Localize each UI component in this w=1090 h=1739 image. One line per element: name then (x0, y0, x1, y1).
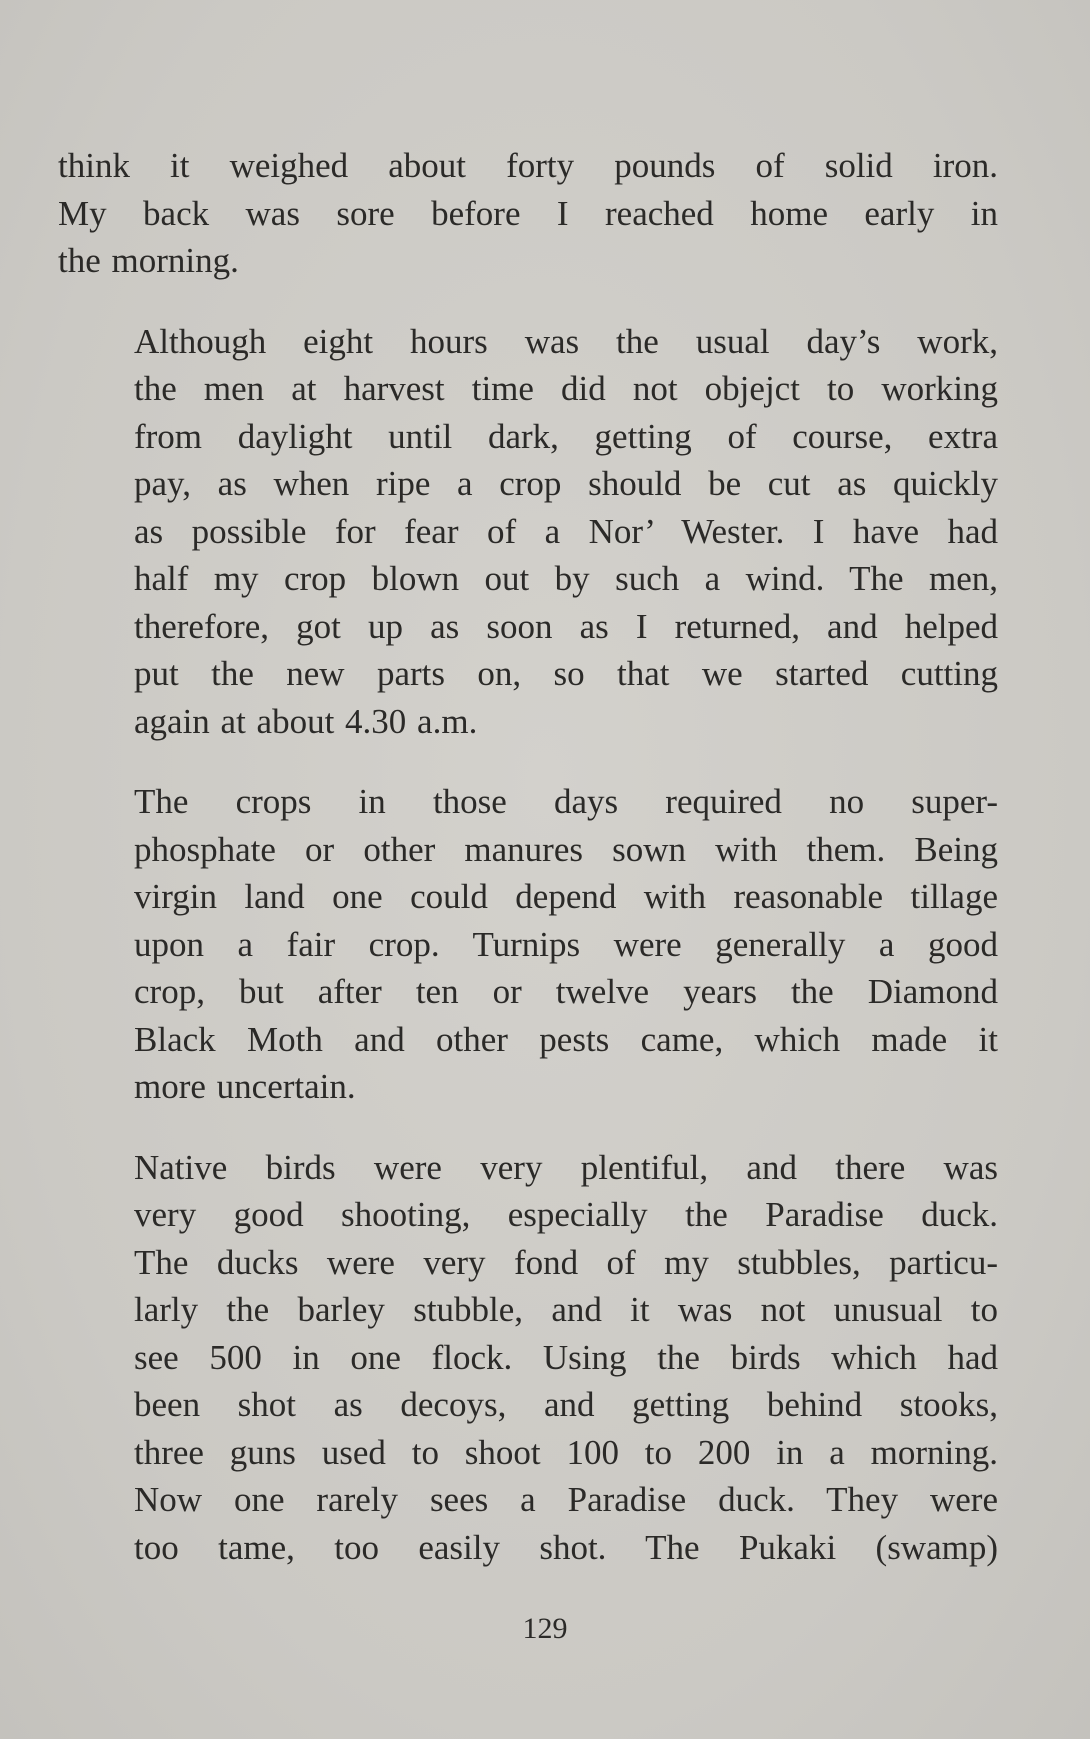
text-line: more uncertain. (134, 1067, 356, 1106)
text-line: larly the barley stubble, and it was not unusual to (134, 1290, 998, 1329)
text-line: as possible for fear of a Nor’ Wester. I have had (134, 511, 998, 551)
text-line: virgin land one could depend with reasonable tillage (134, 877, 998, 916)
text-line: My back was sore before I reached home early in (58, 193, 998, 233)
text-line: therefore, got up as soon as I returned, and helped (134, 606, 998, 646)
text-line: crop, but after ten or twelve years the Diamond (134, 972, 998, 1011)
text-line: half my crop blown out by such a wind. The men, (134, 559, 998, 598)
text-line: upon a fair crop. Turnips were generally a good (134, 924, 998, 964)
text-line: Black Moth and other pests came, which made it (134, 1019, 998, 1059)
text-line: The crops in those days required no super- (134, 782, 998, 821)
text-line: very good shooting, especially the Paradise duck. (134, 1195, 998, 1234)
text-line: Although eight hours was the usual day’s work, (134, 321, 998, 361)
text-line: phosphate or other manures sown with them. Being (134, 829, 998, 869)
paragraph-1 (58, 142, 998, 285)
text-line: the morning. (58, 241, 239, 280)
text-line: Now one rarely sees a Paradise duck. They were (134, 1480, 998, 1519)
text-line: pay, as when ripe a crop should be cut as quickly (134, 464, 998, 503)
paragraph-2 (58, 318, 998, 746)
paragraph-3 (58, 778, 998, 1111)
text-line: Native birds were very plentiful, and there was (134, 1147, 998, 1187)
text-line: from daylight until dark, getting of course, extra (134, 416, 998, 456)
text-line: see 500 in one flock. Using the birds which had (134, 1337, 998, 1377)
text-line: The ducks were very fond of my stubbles, particu- (134, 1242, 998, 1282)
text-line: been shot as decoys, and getting behind stooks, (134, 1385, 998, 1424)
text-line: the men at harvest time did not objejct to working (134, 369, 998, 408)
text-line: think it weighed about forty pounds of solid iron. (58, 146, 998, 185)
paragraph-4 (58, 1144, 998, 1572)
text-line: put the new parts on, so that we started cutting (134, 654, 998, 693)
text-line: too tame, too easily shot. The Pukaki (swamp) (134, 1527, 998, 1567)
text-line: three guns used to shoot 100 to 200 in a morning. (134, 1432, 998, 1472)
page-number: 129 (522, 1612, 568, 1645)
text-line: again at about 4.30 a.m. (134, 701, 478, 741)
book-page-text (58, 142, 998, 1604)
